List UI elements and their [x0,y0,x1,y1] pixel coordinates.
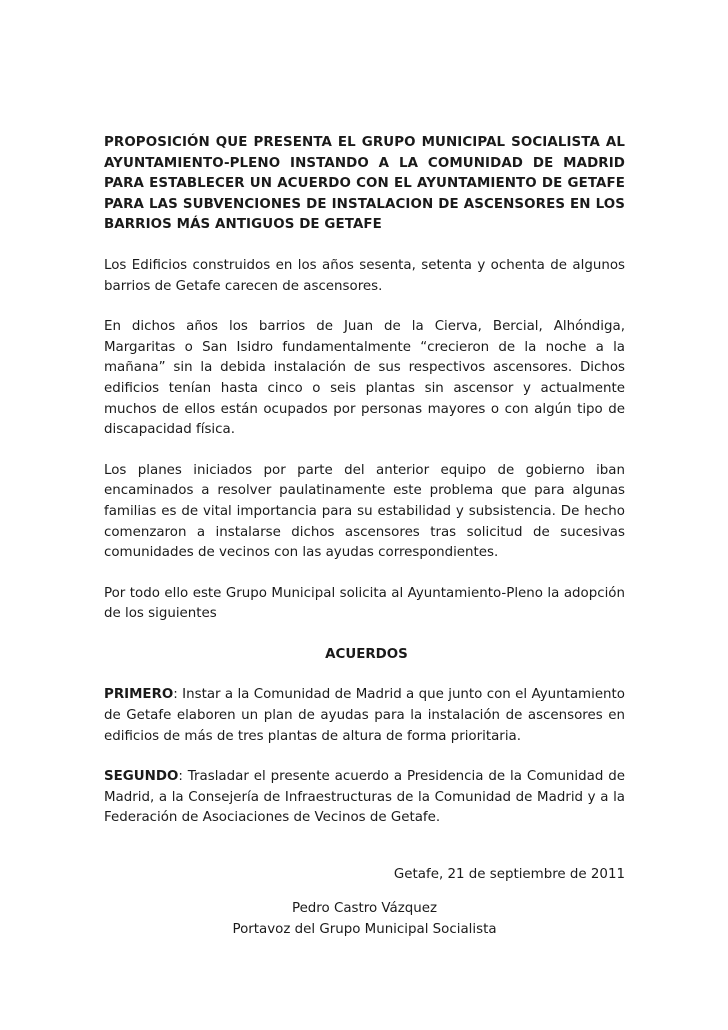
acuerdo-primero [104,685,625,747]
document-date: Getafe, 21 de septiembre de 2011 [393,867,625,883]
document-title: PROPOSICIÓN QUE PRESENTA EL GRUPO MUNICIPAL SOCIALISTA AL AYUNTAMIENTO-PLENO INSTANDO A LA COMUNIDAD DE MADRID PARA ESTABLECER UN ACUERDO CON EL AYUNTAMIENTO DE GETAFE PARA LAS SUBVENCIONES DE INSTALACION DE ASCENSORES EN LOS BARRIOS MÁS ANTIGUOS DE GETAFE [104,135,625,233]
signature-name: Pedro Castro Vázquez [291,901,438,916]
signature-block [104,899,625,940]
signature-role: Portavoz del Grupo Municipal Socialista [232,921,497,937]
document-body [104,133,625,886]
paragraph-history: En dichos años los barrios de Juan de la Cierva, Bercial, Alhóndiga, Margaritas o San Isidro fundamentalmente “crecieron de la noche a la mañana” sin la debida instalación de sus respectivos ascensores. Dichos edificios tenían hasta cinco o seis plantas sin ascensor y actualmente muchos de ellos están ocupados por personas mayores o con algún tipo de discapacidad física. [104,319,625,438]
acuerdo-segundo [104,767,625,829]
paragraph-intro: Los Edificios construidos en los años sesenta, setenta y ochenta de algunos barrios de Getafe carecen de ascensores. [104,257,625,294]
acuerdo-primero-text: : Instar a la Comunidad de Madrid a que junto con el Ayuntamiento de Getafe elaboren un plan de ayudas para la instalación de ascensores en edificios de más de tres plantas de altura de forma prioritaria. [104,687,625,744]
acuerdo-primero-label: PRIMERO [104,687,174,703]
acuerdos-heading: ACUERDOS [325,646,408,662]
paragraph-request: Por todo ello este Grupo Municipal solicita al Ayuntamiento-Pleno la adopción de los siguientes [104,585,625,622]
paragraph-previous-plans: Los planes iniciados por parte del anterior equipo de gobierno iban encaminados a resolver paulatinamente este problema que para algunas familias es de vital importancia para su estabilidad y subsistencia. De hecho comenzaron a instalarse dichos ascensores tras solicitud de sucesivas comunidades de vecinos con las ayudas correspondientes. [104,462,625,561]
acuerdo-segundo-text: : Trasladar el presente acuerdo a Presidencia de la Comunidad de Madrid, a la Consejería de Infraestructuras de la Comunidad de Madrid y a la Federación de Asociaciones de Vecinos de Getafe. [104,769,625,826]
acuerdo-segundo-label: SEGUNDO [104,769,179,785]
